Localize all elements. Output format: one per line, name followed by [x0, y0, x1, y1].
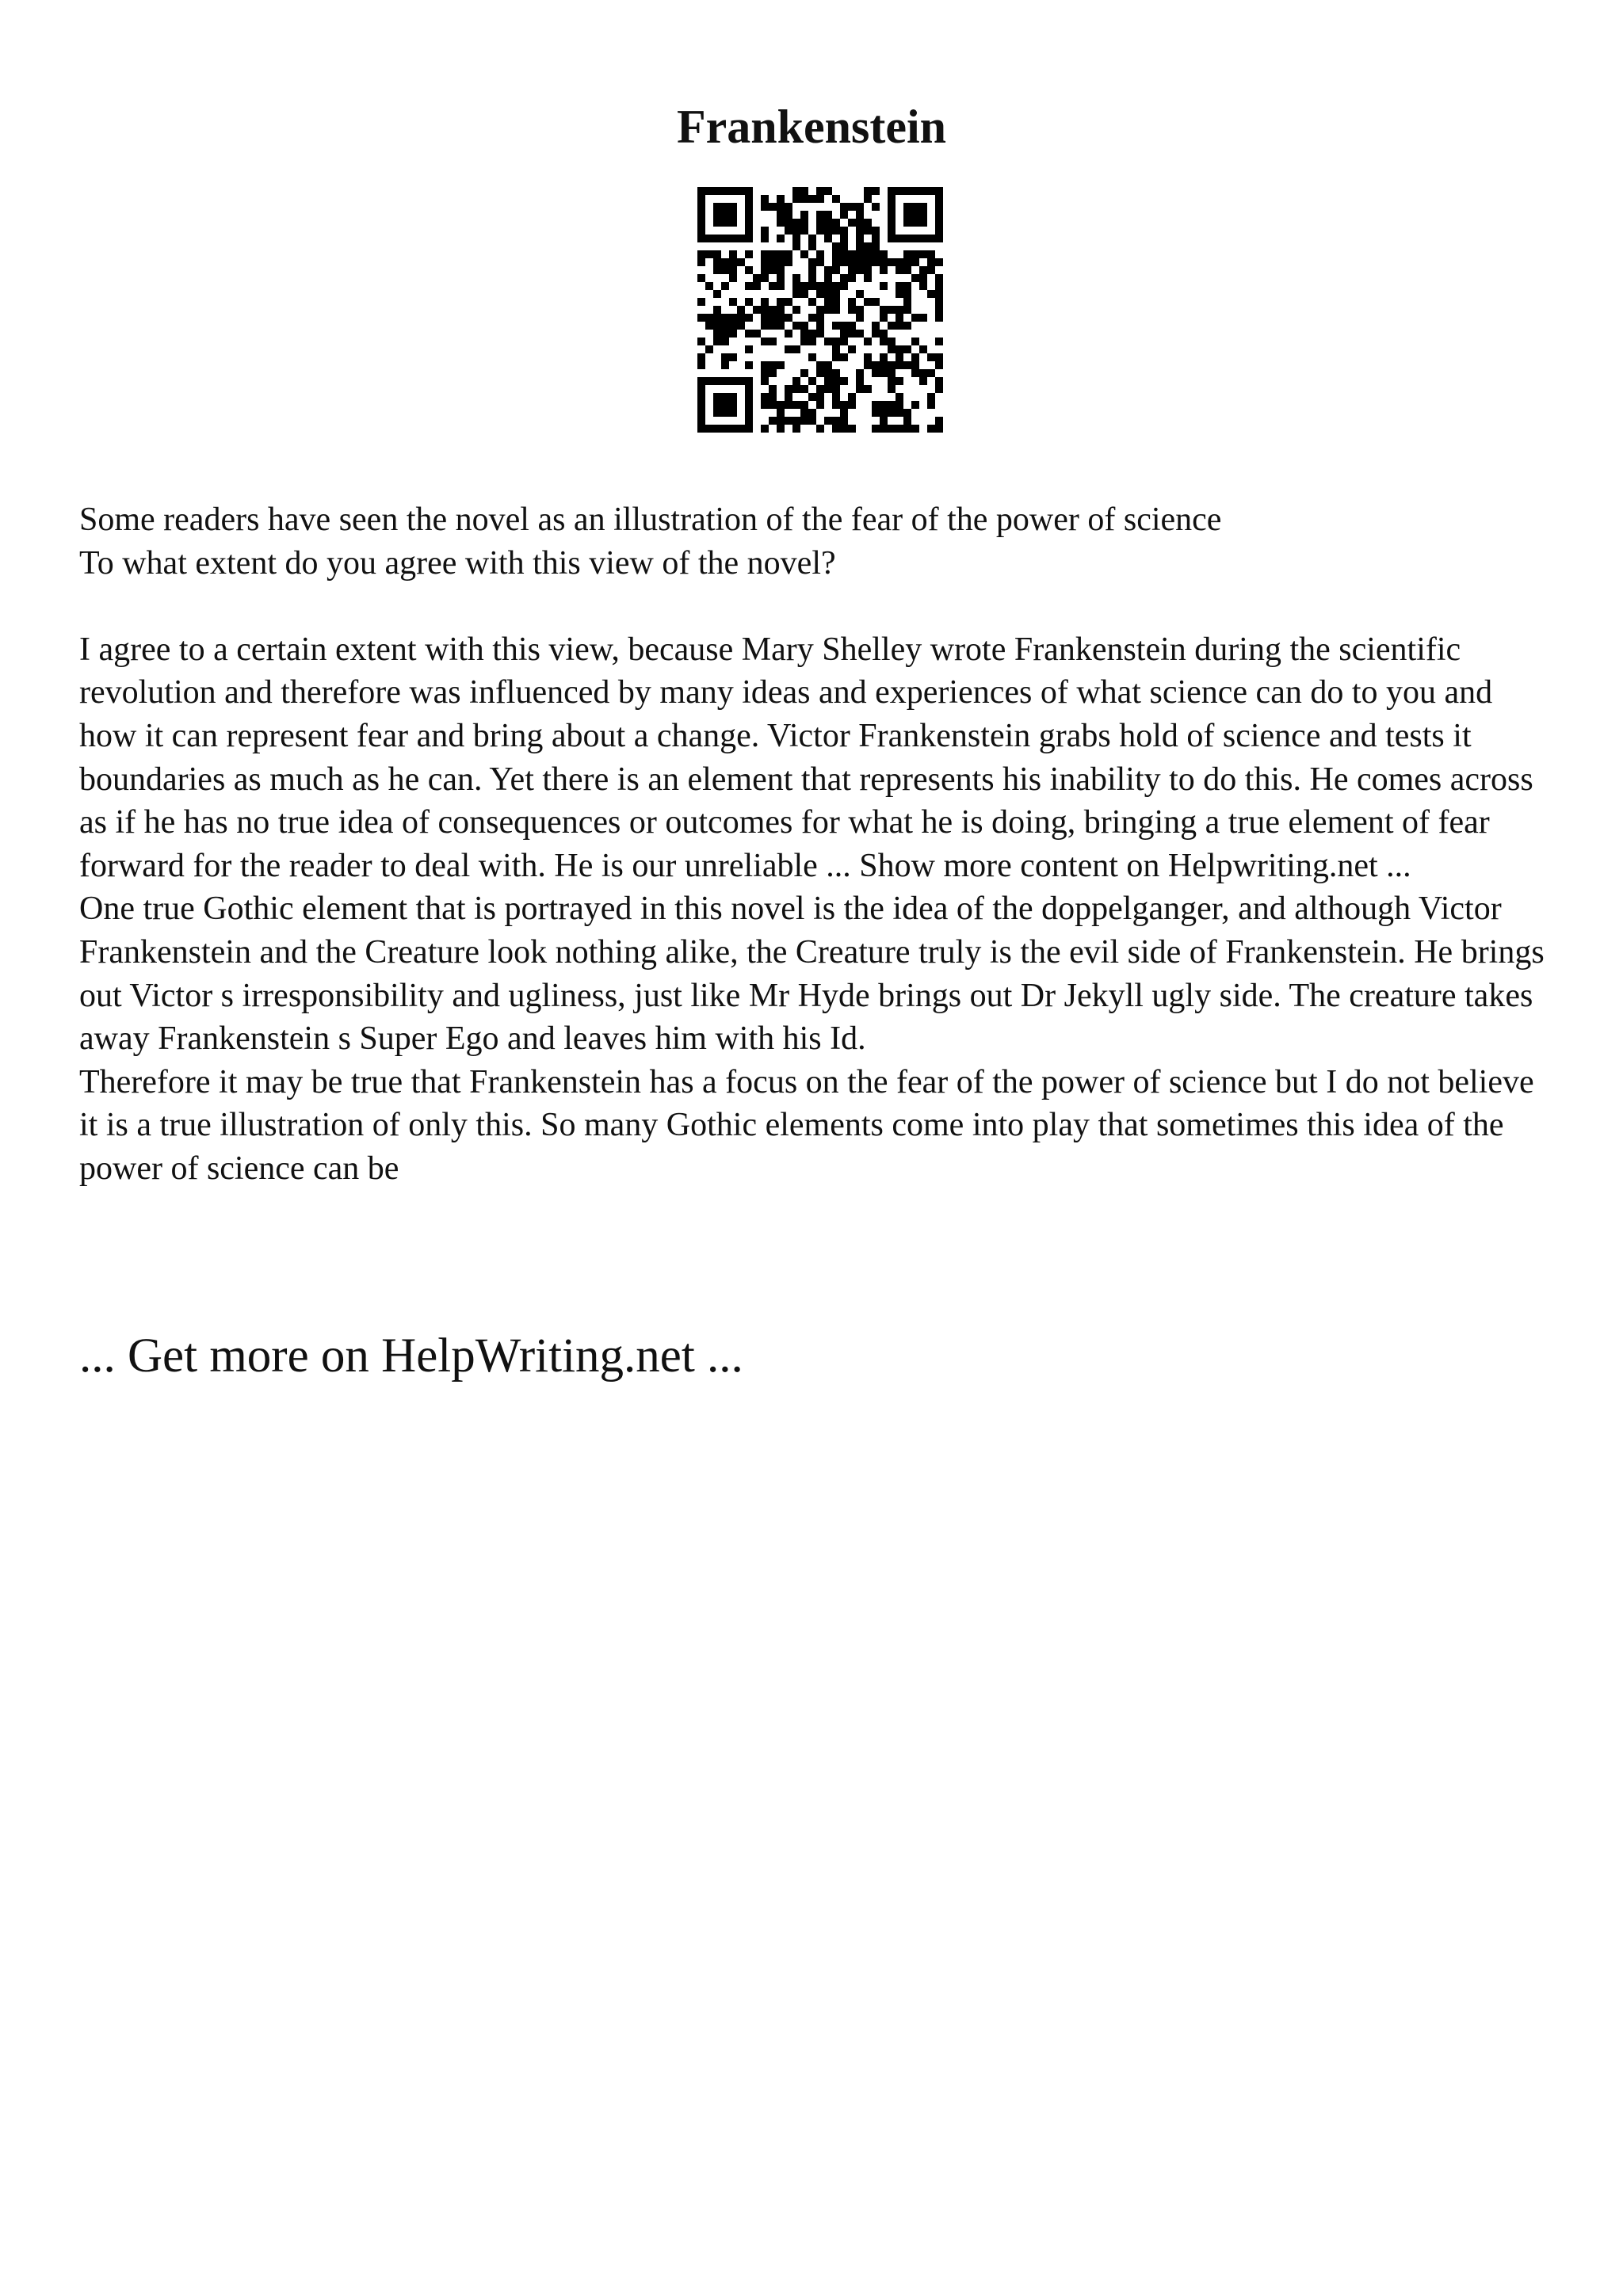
document-title: Frankenstein	[676, 101, 947, 153]
paragraph: One true Gothic element that is portrayed in this novel is the idea of the doppelganger, and although Victor Frankenstein and the Creature look nothing alike, the Creature truly is the evil side of Frankenstein. He brings out Victor s irresponsibility and ugliness, just like Mr Hyde brings out Dr Jekyll ugly side. The creature takes away Frankenstein s Super Ego and leaves him with his Id.	[79, 891, 1545, 1058]
prompt-line: To what extent do you agree with this view of the novel?	[79, 544, 836, 582]
paragraph: Therefore it may be true that Frankenstein has a focus on the fear of the power of science but I do not believe it is a true illustration of only this. So many Gothic elements come into play that sometimes this idea of the power of science can be	[79, 1063, 1534, 1187]
paragraph-gap	[79, 585, 1553, 628]
qr-code-icon	[697, 187, 943, 433]
get-more-link[interactable]: ... Get more on HelpWriting.net ...	[79, 1329, 743, 1383]
document-body	[79, 498, 1553, 1191]
prompt-line: Some readers have seen the novel as an illustration of the fear of the power of science	[79, 502, 1222, 538]
paragraph: I agree to a certain extent with this view, because Mary Shelley wrote Frankenstein during the scientific revolution and therefore was influenced by many ideas and experiences of what science can do to you and how it can represent fear and bring about a change. Victor Frankenstein grabs hold of science and tests it boundaries as much as he can. Yet there is an element that represents his inability to do this. He comes across as if he has no true idea of consequences or outcomes for what he is doing, bringing a true element of fear forward for the reader to deal with. He is our unreliable ... Show more content on Helpwriting.net ...	[79, 631, 1533, 884]
